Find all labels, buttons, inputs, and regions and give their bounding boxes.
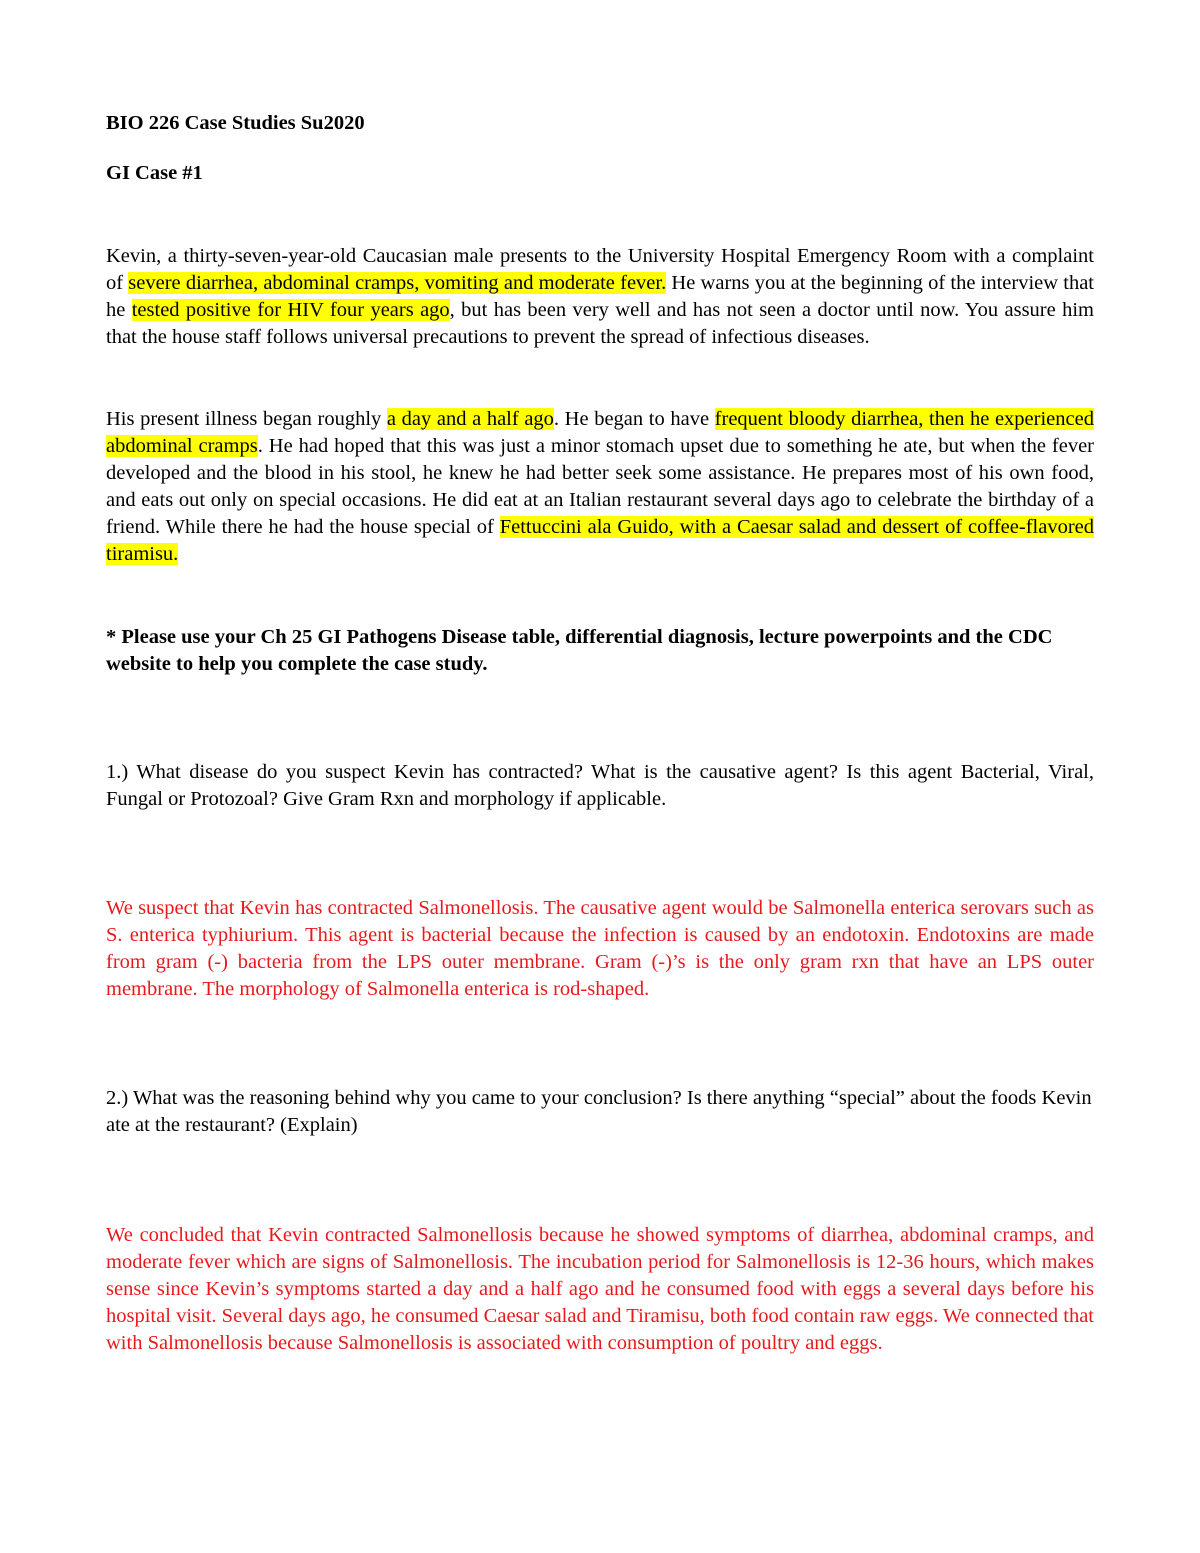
highlight-hiv: tested positive for HIV four years ago <box>131 299 450 321</box>
question-1: 1.) What disease do you suspect Kevin has contracted? What is the causative agent? Is this agent Bacterial, Viral, Fungal or Protozoal? Give Gram Rxn and morphology if applicable. <box>106 761 1094 810</box>
highlight-bloody-diarrhea: frequent bloody diarrhea, then he experienced abdominal cramps <box>106 408 1094 457</box>
highlight-meal: Fettuccini ala Guido, with a Caesar salad and dessert of coffee-flavored tiramisu. <box>106 516 1094 565</box>
document-title: BIO 226 Case Studies Su2020 <box>106 112 365 134</box>
case-p2-text-3: . He had hoped that this was just a minor stomach upset due to something he ate, but when the fever developed and the blood in his stool, he knew he had better seek some assistance. He prepares most of his own food, and eats out only on special occasions. He did eat at an Italian restaurant several days ago to celebrate the birthday of a friend. While there he had the house special of <box>106 435 1095 538</box>
case-label: GI Case #1 <box>106 162 203 184</box>
question-2: 2.) What was the reasoning behind why you came to your conclusion? Is there anything “special” about the foods Kevin ate at the restaurant? (Explain) <box>106 1087 1092 1136</box>
answer-2: We concluded that Kevin contracted Salmonellosis because he showed symptoms of diarrhea, abdominal cramps, and moderate fever which are signs of Salmonellosis. The incubation period for Salmonellosis is 12-36 hours, which makes sense since Kevin’s symptoms started a day and a half ago and he consumed food with eggs a several days before his hospital visit. Several days ago, he consumed Caesar salad and Tiramisu, both food contain raw eggs. We connected that with Salmonellosis because Salmonellosis is associated with consumption of poultry and eggs. <box>106 1224 1094 1354</box>
case-p1-text-1: Kevin, a thirty-seven-year-old Caucasian male presents to the University Hospital Emergency Room with a complaint of <box>106 245 1094 294</box>
answer-1: We suspect that Kevin has contracted Salmonellosis. The causative agent would be Salmonella enterica serovars such as S. enterica typhiurium. This agent is bacterial because the infection is caused by an endotoxin. Endotoxins are made from gram (-) bacteria from the LPS outer membrane. Gram (-)’s is the only gram rxn that have an LPS outer membrane. The morphology of Salmonella enterica is rod-shaped. <box>106 897 1094 1000</box>
case-paragraph-1 <box>106 243 1094 351</box>
highlight-onset: a day and a half ago <box>386 408 554 430</box>
case-p2-text-1: His present illness began roughly <box>106 408 387 430</box>
case-p1-text-3: , but has been very well and has not seen a doctor until now. You assure him that the house staff follows universal precautions to prevent the spread of infectious diseases. <box>106 299 1094 348</box>
case-paragraph-2 <box>106 406 1094 568</box>
case-p1-text-2: He warns you at the beginning of the interview that he <box>106 272 1095 321</box>
highlight-symptoms: severe diarrhea, abdominal cramps, vomiting and moderate fever. <box>128 272 667 294</box>
case-p2-text-2: . He began to have <box>553 408 715 430</box>
instruction-note: * Please use your Ch 25 GI Pathogens Disease table, differential diagnosis, lecture powerpoints and the CDC website to help you complete the case study. <box>106 626 1053 675</box>
